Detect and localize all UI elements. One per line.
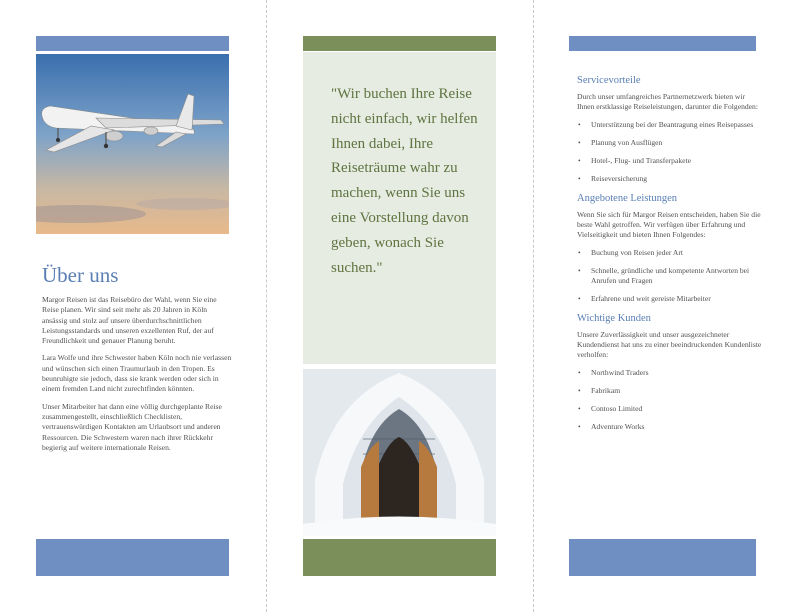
list-item: • Schnelle, gründliche und kompetente Antworten bei Anrufen und Fragen xyxy=(577,266,762,286)
section-intro: Wenn Sie sich für Margor Reisen entscheiden, haben Sie die beste Wahl getroffen. Wir verfügen über Erfahrung und Vielseitigkeit und bieten Ihnen Folgendes: xyxy=(577,210,761,239)
pull-quote: "Wir buchen Ihre Reise nicht einfach, wir helfen Ihnen dabei, Ihre Reiseträume wahr zu machen, wenn Sie uns eine Vorstellung davon geben, wonach Sie suchen." xyxy=(331,86,478,276)
bottom-bar-panel2 xyxy=(303,539,496,576)
fold-line-right xyxy=(533,0,534,612)
airplane-photo xyxy=(36,54,229,234)
section-heading: Servicevorteile xyxy=(577,75,641,86)
list-item: • Fabrikam xyxy=(577,386,762,396)
list-item: • Northwind Traders xyxy=(577,368,762,378)
section-intro: Durch unser umfangreiches Partnernetzwerk bieten wir Ihnen erstklassige Reiseleistungen, darunter die Folgenden: xyxy=(577,92,758,111)
key-clients-section xyxy=(577,314,762,432)
about-paragraph: Lara Wolfe und ihre Schwester haben Köln noch nie verlassen und wünschen sich einen Traumurlaub in den Tropen. Es beunruhigte sie jedoch, dass sie krank werden oder sich in einem fremden Land nicht zurechtfinden könnten. xyxy=(42,353,232,394)
section-heading: Angebotene Leistungen xyxy=(577,193,678,204)
about-heading: Über uns xyxy=(42,263,119,287)
list-item: • Buchung von Reisen jeder Art xyxy=(577,248,762,258)
list-item: • Planung von Ausflügen xyxy=(577,138,762,148)
about-paragraph: Unser Mitarbeiter hat dann eine völlig durchgeplante Reise zusammengestellt, einschließlich Checklisten, vertrauenswürdigen Kontakten am Urlaubsort und anderen Ressourcen. Die Schwestern waren nach ihrer Rückkehr begierig auf weitere internationale Reisen. xyxy=(42,401,222,452)
list-item: • Reiseversicherung xyxy=(577,174,762,184)
top-bar-panel2 xyxy=(303,36,496,51)
list-item: • Contoso Limited xyxy=(577,404,762,414)
bullet-list xyxy=(577,120,762,184)
section-intro: Unsere Zuverlässigkeit und unser ausgezeichneter Kundendienst hat uns zu einer beeindruckenden Kundenliste verholfen: xyxy=(577,330,762,359)
top-bar-panel1 xyxy=(36,36,229,51)
bottom-bar-panel1 xyxy=(36,539,229,576)
list-item: • Adventure Works xyxy=(577,422,762,432)
bottom-bar-panel3 xyxy=(569,539,756,576)
list-item: • Hotel-, Flug- und Transferpakete xyxy=(577,156,762,166)
bullet-list xyxy=(577,248,762,304)
list-item: • Erfahrene und weit gereiste Mitarbeiter xyxy=(577,294,762,304)
list-item: • Unterstützung bei der Beantragung eines Reisepasses xyxy=(577,120,762,130)
section-heading: Wichtige Kunden xyxy=(577,313,651,324)
about-paragraph: Margor Reisen ist das Reisebüro der Wahl, wenn Sie eine Reise planen. Wir sind seit mehr als 20 Jahren in Köln ansässig und stolz auf unsere überdurchschnittlichen Leistungsstandards und unseren exzellenten Ruf, der auf Freundlichkeit und genauer Planung beruht. xyxy=(42,295,217,346)
offered-services-section xyxy=(577,194,762,304)
ice-hotel-photo xyxy=(303,369,496,536)
about-text xyxy=(42,295,232,460)
fold-line-left xyxy=(266,0,267,612)
bullet-list xyxy=(577,368,762,432)
panel3-content xyxy=(577,76,762,442)
service-benefits-section xyxy=(577,76,762,184)
quote-box xyxy=(303,52,496,364)
top-bar-panel3 xyxy=(569,36,756,51)
